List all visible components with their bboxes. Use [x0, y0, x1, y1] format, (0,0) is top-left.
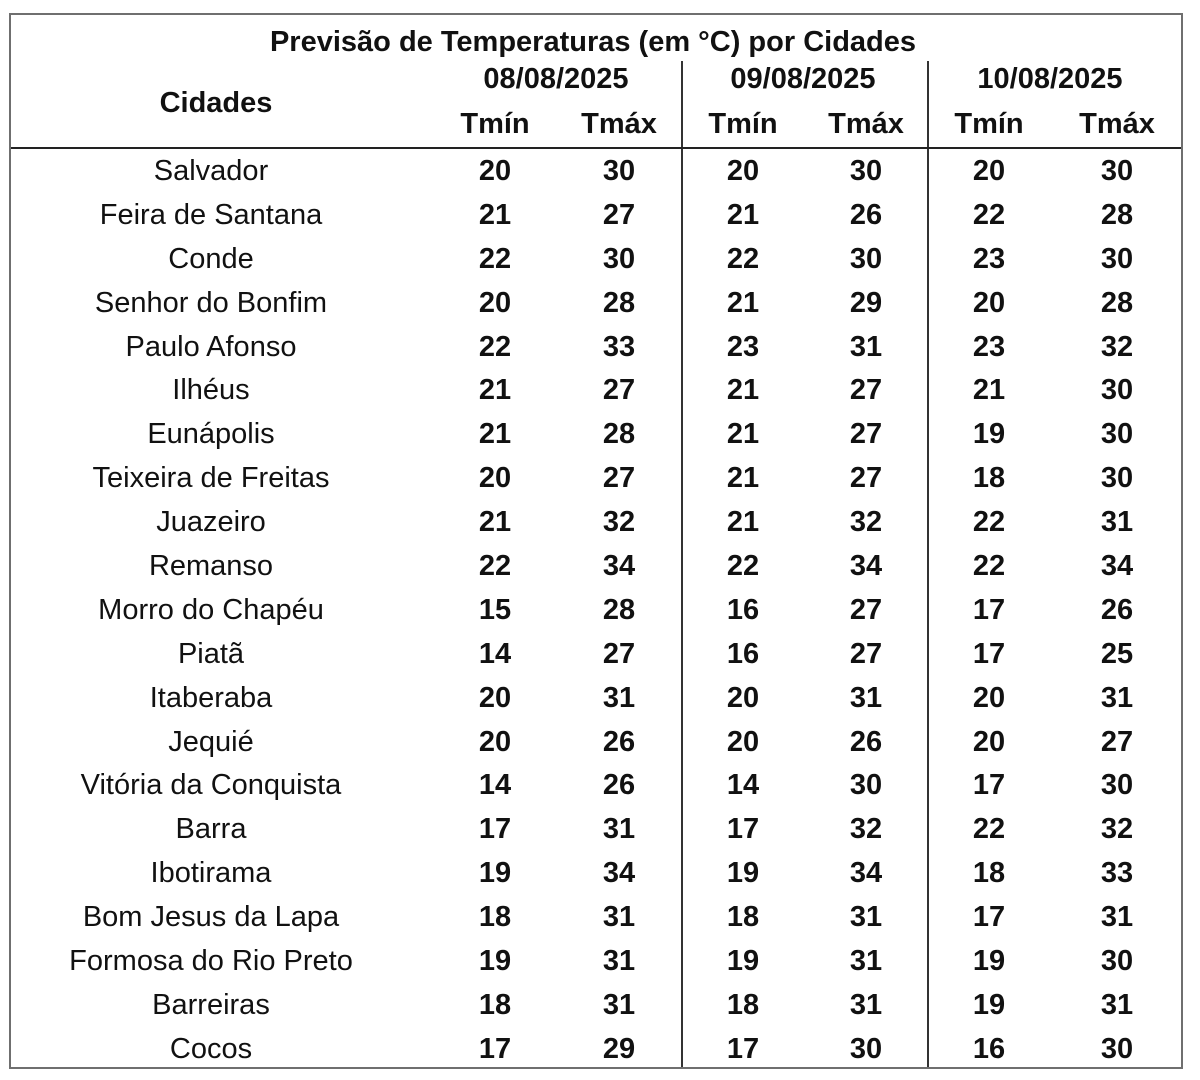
tmin-value: 18 [972, 857, 1006, 890]
tmin-value: 20 [972, 155, 1006, 187]
tmax-value: 34 [602, 857, 636, 890]
city-name: Remanso [148, 550, 274, 583]
city-name: Eunápolis [147, 418, 275, 451]
tmax-value: 26 [849, 198, 883, 231]
tmin-value: 19 [726, 857, 760, 890]
header-date-1: 08/08/2025 [483, 63, 629, 95]
tmin-value: 17 [972, 593, 1006, 626]
tmin-value: 15 [478, 593, 512, 626]
city-name: Bom Jesus da Lapa [82, 901, 340, 934]
table-row [11, 677, 1181, 721]
tmax-value: 32 [602, 506, 636, 539]
tmin-value: 20 [478, 286, 512, 319]
city-name: Jequié [168, 725, 254, 758]
tmax-value: 30 [1100, 769, 1134, 802]
header-tmin-2: Tmín [708, 108, 778, 140]
tmin-value: 20 [478, 725, 512, 758]
city-name: Conde [168, 242, 254, 275]
tmax-value: 29 [602, 1032, 636, 1065]
city-name: Itaberaba [149, 681, 273, 714]
tmin-value: 17 [478, 813, 512, 846]
tmin-value: 19 [726, 945, 760, 978]
tmin-value: 18 [726, 901, 760, 934]
tmax-value: 28 [602, 418, 636, 451]
tmax-value: 27 [602, 198, 636, 231]
tmax-value: 30 [1100, 155, 1134, 187]
table-row [11, 1028, 1181, 1072]
tmax-value: 34 [849, 550, 883, 583]
tmin-value: 21 [478, 374, 512, 407]
tmax-value: 28 [1100, 198, 1134, 231]
table-row [11, 940, 1181, 984]
tmin-value: 19 [478, 857, 512, 890]
tmin-value: 19 [478, 945, 512, 978]
tmin-value: 20 [726, 681, 760, 714]
header-cidades: Cidades [159, 87, 273, 119]
tmax-value: 30 [602, 242, 636, 275]
tmax-value: 30 [849, 242, 883, 275]
tmax-value: 31 [1100, 681, 1134, 714]
table-row [11, 194, 1181, 238]
table-row [11, 457, 1181, 501]
city-name: Vitória da Conquista [80, 769, 342, 802]
header-tmax-2: Tmáx [828, 108, 904, 140]
table-row [11, 413, 1181, 457]
city-name: Ibotirama [150, 857, 272, 890]
tmin-value: 17 [972, 769, 1006, 802]
city-name: Paulo Afonso [125, 330, 297, 363]
header-date-2: 09/08/2025 [730, 63, 876, 95]
tmax-value: 26 [849, 725, 883, 758]
tmax-value: 30 [849, 769, 883, 802]
city-name: Morro do Chapéu [98, 593, 324, 626]
tmin-value: 23 [726, 330, 760, 363]
tmax-value: 28 [1100, 286, 1134, 319]
table-row [11, 764, 1181, 808]
table-row [11, 633, 1181, 677]
table-row [11, 721, 1181, 765]
tmin-value: 17 [972, 901, 1006, 934]
city-name: Teixeira de Freitas [92, 462, 330, 495]
tmin-value: 14 [478, 637, 512, 670]
tmin-value: 22 [972, 506, 1006, 539]
header-tmin-1: Tmín [460, 108, 530, 140]
tmin-value: 21 [726, 198, 760, 231]
city-name: Senhor do Bonfim [94, 286, 328, 319]
tmax-value: 31 [849, 945, 883, 978]
tmax-value: 34 [602, 550, 636, 583]
tmax-value: 30 [849, 155, 883, 187]
tmax-value: 26 [1100, 593, 1134, 626]
tmax-value: 31 [602, 813, 636, 846]
tmin-value: 22 [972, 813, 1006, 846]
table-row [11, 238, 1181, 282]
tmin-value: 20 [726, 155, 760, 187]
tmax-value: 34 [1100, 550, 1134, 583]
tmin-value: 16 [972, 1032, 1006, 1065]
tmax-value: 31 [1100, 901, 1134, 934]
tmin-value: 14 [726, 769, 760, 802]
tmax-value: 31 [1100, 988, 1134, 1021]
table-row [11, 589, 1181, 633]
tmax-value: 30 [1100, 374, 1134, 407]
tmax-value: 33 [1100, 857, 1134, 890]
tmax-value: 31 [849, 988, 883, 1021]
tmax-value: 32 [849, 506, 883, 539]
table-row [11, 282, 1181, 326]
city-name: Cocos [169, 1032, 253, 1065]
tmax-value: 31 [602, 945, 636, 978]
tmin-value: 20 [726, 725, 760, 758]
tmin-value: 21 [478, 418, 512, 451]
city-name: Formosa do Rio Preto [69, 945, 353, 978]
header-separator [11, 147, 1181, 149]
tmin-value: 18 [972, 462, 1006, 495]
tmin-value: 22 [478, 242, 512, 275]
tmin-value: 21 [726, 418, 760, 451]
tmin-value: 18 [478, 901, 512, 934]
tmax-value: 27 [602, 637, 636, 670]
tmin-value: 17 [726, 1032, 760, 1065]
tmin-value: 19 [972, 418, 1006, 451]
tmax-value: 27 [602, 374, 636, 407]
tmax-value: 31 [602, 988, 636, 1021]
tmin-value: 18 [726, 988, 760, 1021]
tmin-value: 22 [726, 242, 760, 275]
tmin-value: 19 [972, 945, 1006, 978]
table-row [11, 852, 1181, 896]
tmin-value: 22 [972, 550, 1006, 583]
table-row [11, 896, 1181, 940]
tmin-value: 20 [478, 155, 512, 187]
tmax-value: 33 [602, 330, 636, 363]
header-tmax-1: Tmáx [581, 108, 657, 140]
tmin-value: 19 [972, 988, 1006, 1021]
tmax-value: 32 [1100, 813, 1134, 846]
tmin-value: 22 [726, 550, 760, 583]
tmax-value: 27 [849, 637, 883, 670]
table-row [11, 150, 1181, 194]
tmin-value: 21 [726, 286, 760, 319]
table-row [11, 369, 1181, 413]
tmax-value: 27 [849, 593, 883, 626]
city-name: Barreiras [152, 988, 270, 1021]
tmin-value: 20 [972, 725, 1006, 758]
header-tmax-3: Tmáx [1079, 108, 1155, 140]
city-name: Ilhéus [172, 374, 250, 407]
tmax-value: 34 [849, 857, 883, 890]
header-tmin-3: Tmín [954, 108, 1024, 140]
tmin-value: 22 [478, 330, 512, 363]
table-row [11, 808, 1181, 852]
tmax-value: 29 [849, 286, 883, 319]
tmin-value: 20 [972, 286, 1006, 319]
tmax-value: 30 [1100, 242, 1134, 275]
tmax-value: 27 [1100, 725, 1134, 758]
tmax-value: 30 [1100, 418, 1134, 451]
city-name: Salvador [153, 155, 269, 187]
tmin-value: 21 [478, 506, 512, 539]
tmin-value: 21 [478, 198, 512, 231]
table-row [11, 326, 1181, 370]
tmin-value: 22 [478, 550, 512, 583]
tmax-value: 26 [602, 769, 636, 802]
table-body [11, 150, 1181, 1072]
tmin-value: 17 [972, 637, 1006, 670]
tmin-value: 23 [972, 242, 1006, 275]
tmax-value: 31 [1100, 506, 1134, 539]
tmin-value: 18 [478, 988, 512, 1021]
tmax-value: 31 [849, 901, 883, 934]
tmin-value: 20 [972, 681, 1006, 714]
tmin-value: 16 [726, 637, 760, 670]
tmax-value: 27 [849, 462, 883, 495]
tmax-value: 31 [602, 901, 636, 934]
tmax-value: 30 [1100, 462, 1134, 495]
tmin-value: 21 [726, 506, 760, 539]
tmax-value: 27 [849, 374, 883, 407]
tmax-value: 28 [602, 593, 636, 626]
tmin-value: 20 [478, 681, 512, 714]
tmin-value: 22 [972, 198, 1006, 231]
city-name: Feira de Santana [99, 198, 323, 231]
tmin-value: 17 [726, 813, 760, 846]
tmax-value: 30 [602, 155, 636, 187]
header-date-3: 10/08/2025 [977, 63, 1123, 95]
tmax-value: 31 [849, 330, 883, 363]
tmin-value: 21 [726, 462, 760, 495]
city-name: Barra [175, 813, 247, 846]
tmax-value: 32 [1100, 330, 1134, 363]
tmin-value: 14 [478, 769, 512, 802]
tmax-value: 30 [1100, 1032, 1134, 1065]
tmax-value: 31 [602, 681, 636, 714]
tmin-value: 21 [726, 374, 760, 407]
tmin-value: 20 [478, 462, 512, 495]
tmax-value: 25 [1100, 637, 1134, 670]
tmin-value: 23 [972, 330, 1006, 363]
city-name: Piatã [177, 637, 245, 670]
table-row [11, 984, 1181, 1028]
tmax-value: 30 [849, 1032, 883, 1065]
tmin-value: 21 [972, 374, 1006, 407]
table-row [11, 501, 1181, 545]
forecast-table [9, 13, 1183, 1069]
tmax-value: 28 [602, 286, 636, 319]
tmax-value: 26 [602, 725, 636, 758]
tmax-value: 27 [849, 418, 883, 451]
tmin-value: 17 [478, 1032, 512, 1065]
tmax-value: 32 [849, 813, 883, 846]
table-title: Previsão de Temperaturas (em °C) por Cidades [269, 26, 917, 58]
tmax-value: 27 [602, 462, 636, 495]
tmin-value: 16 [726, 593, 760, 626]
tmax-value: 31 [849, 681, 883, 714]
tmax-value: 30 [1100, 945, 1134, 978]
table-row [11, 545, 1181, 589]
city-name: Juazeiro [156, 506, 266, 539]
